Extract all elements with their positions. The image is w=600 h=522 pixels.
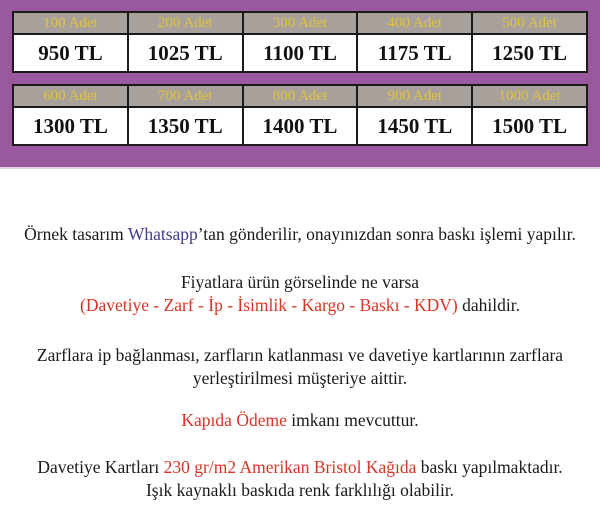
note-line [0,479,600,502]
qty-header-cell: 200 Adet [128,12,243,34]
price-cell: 1350 TL [128,107,243,145]
price-cell: 1400 TL [243,107,358,145]
price-banner [0,0,600,169]
note-line [0,271,600,294]
price-table-2 [12,84,588,146]
note-line [0,344,600,367]
qty-header-cell: 1000 Adet [472,85,587,107]
price-row [13,107,587,145]
note-line [0,223,600,246]
qty-header-cell: 900 Adet [357,85,472,107]
price-cell: 1025 TL [128,34,243,72]
note-text: ’tan gönderilir, onayınızdan sonra baskı işlemi yapılır. [197,224,576,244]
note-price-includes [0,271,600,317]
price-row [13,34,587,72]
qty-header-row [13,85,587,107]
note-text: Zarflara ip bağlanması, zarfların katlanması ve davetiye kartlarının zarflara [36,345,564,365]
qty-header-row [13,12,587,34]
qty-header-cell: 400 Adet [357,12,472,34]
qty-header-cell: 700 Adet [128,85,243,107]
note-line [0,409,600,432]
price-cell: 1450 TL [357,107,472,145]
qty-header-cell: 500 Adet [472,12,587,34]
note-text: imkanı mevcuttur. [286,410,419,430]
note-line [0,367,600,390]
note-text: Fiyatlara ürün görselinde ne varsa [180,272,420,292]
note-text: Işık kaynaklı baskıda renk farklılığı olabilir. [145,480,455,500]
note-text: yerleştirilmesi müşteriye aittir. [192,368,408,388]
note-text: Davetiye Kartları [37,457,164,477]
cash-on-delivery-highlight: Kapıda Ödeme [181,410,287,430]
included-items-highlight: (Davetiye - Zarf - İp - İsimlik - Kargo - Baskı - KDV) [80,295,458,315]
price-cell: 1500 TL [472,107,587,145]
qty-header-cell: 600 Adet [13,85,128,107]
note-line [0,456,600,479]
note-assembly [0,344,600,390]
qty-header-cell: 100 Adet [13,12,128,34]
whatsapp-link[interactable]: Whatsapp [127,224,198,244]
note-text: Örnek tasarım [24,224,128,244]
price-cell: 1250 TL [472,34,587,72]
qty-header-cell: 300 Adet [243,12,358,34]
note-cash-on-delivery [0,409,600,432]
price-cell: 1175 TL [357,34,472,72]
note-sample-design [0,223,600,246]
notes-section [0,223,600,502]
price-cell: 1300 TL [13,107,128,145]
qty-header-cell: 800 Adet [243,85,358,107]
price-table-1 [12,11,588,73]
note-line [0,294,600,317]
note-paper-print [0,456,600,502]
price-cell: 1100 TL [243,34,358,72]
note-text: dahildir. [457,295,520,315]
price-cell: 950 TL [13,34,128,72]
note-text: baskı yapılmaktadır. [416,457,563,477]
paper-spec-highlight: 230 gr/m2 Amerikan Bristol Kağıda [163,457,417,477]
